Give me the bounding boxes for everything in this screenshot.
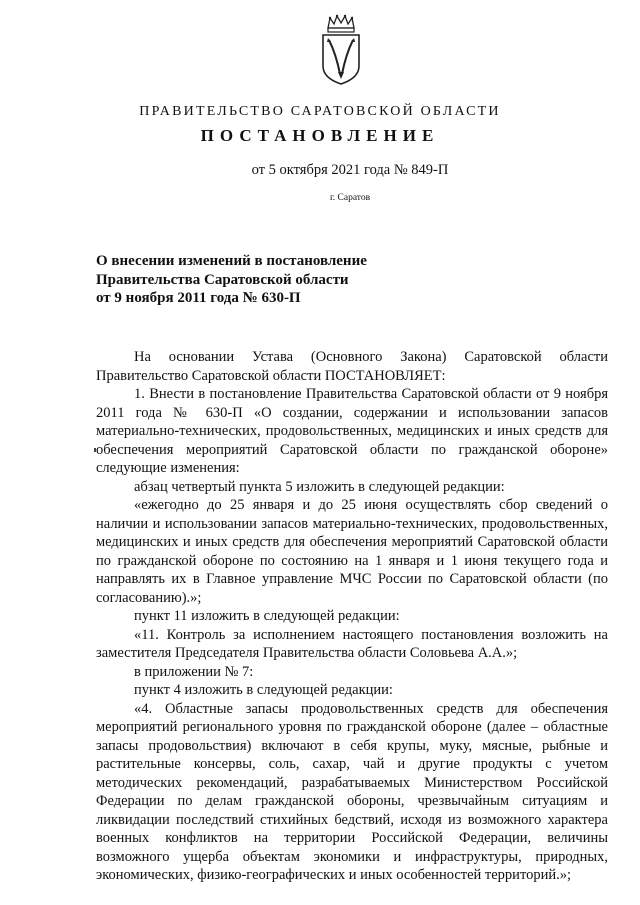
body-paragraph: «4. Областные запасы продовольственных средств для обеспечения мероприятий регионального уровня по гражданской обороне (далее – областные запасы продовольствия) включают в себя крупы, муку, мясные, рыбные и растительные консервы, соль, сахар, чай и другие продукты с учетом методических рекомендаций, разрабатываемых Министерством Российской Федерации по делам гражданской обороны, чрезвычайным ситуациям и ликвидации последствий стихийных бедствий, исходя из возможного характера военных конфликтов на территории Российской Федерации, величины возможного ущерба объектам экономики и инфраструктуры, природных, экономических, физико-географических и иных особенностей территорий.»; (96, 700, 608, 883)
body-paragraph: абзац четвертый пункта 5 изложить в следующей редакции: (134, 478, 505, 495)
body-paragraph: пункт 11 изложить в следующей редакции: (134, 608, 400, 624)
document-body (96, 348, 608, 885)
body-paragraph: «11. Контроль за исполнением настоящего постановления возложить на заместителя Председателя Правительства области Соловьева А.А.»; (96, 626, 608, 661)
document-type: ПОСТАНОВЛЕНИЕ (200, 126, 440, 145)
document-date-number: от 5 октября 2021 года № 849-П (251, 162, 449, 178)
body-paragraph: в приложении № 7: (134, 663, 254, 680)
subject-line: от 9 ноября 2011 года № 630-П (96, 290, 301, 306)
body-paragraph: На основании Устава (Основного Закона) Саратовской области Правительство Саратовской области ПОСТАНОВЛЯЕТ: (96, 349, 608, 384)
body-paragraph: 1. Внести в постановление Правительства Саратовской области от 9 ноября 2011 года № 630-П «О создании, содержании и использовании запасов материально-технических, продовольственных, медицинских и иных средств для обеспечения мероприятий Саратовской области по гражданской обороне» следующие изменения: (96, 386, 608, 476)
body-paragraph: «ежегодно до 25 января и до 25 июня осуществлять сбор сведений о наличии и использовании запасов материально-технических, продовольственных, медицинских и иных средств для обеспечения мероприятий Саратовской области по гражданской обороне по состоянию на 1 января и 1 июня текущего года и направлять их в Главное управление МЧС России по Саратовской области (по согласованию).»; (96, 497, 608, 606)
subject-line: О внесении изменений в постановление (96, 253, 367, 269)
document-place: г. Саратов (329, 193, 371, 203)
saratov-coat-of-arms-icon (318, 14, 364, 86)
body-paragraph: пункт 4 изложить в следующей редакции: (134, 682, 393, 698)
document-subject (96, 252, 367, 308)
government-name: ПРАВИТЕЛЬСТВО САРАТОВСКОЙ ОБЛАСТИ (139, 104, 501, 119)
subject-line: Правительства Саратовской области (96, 271, 349, 288)
